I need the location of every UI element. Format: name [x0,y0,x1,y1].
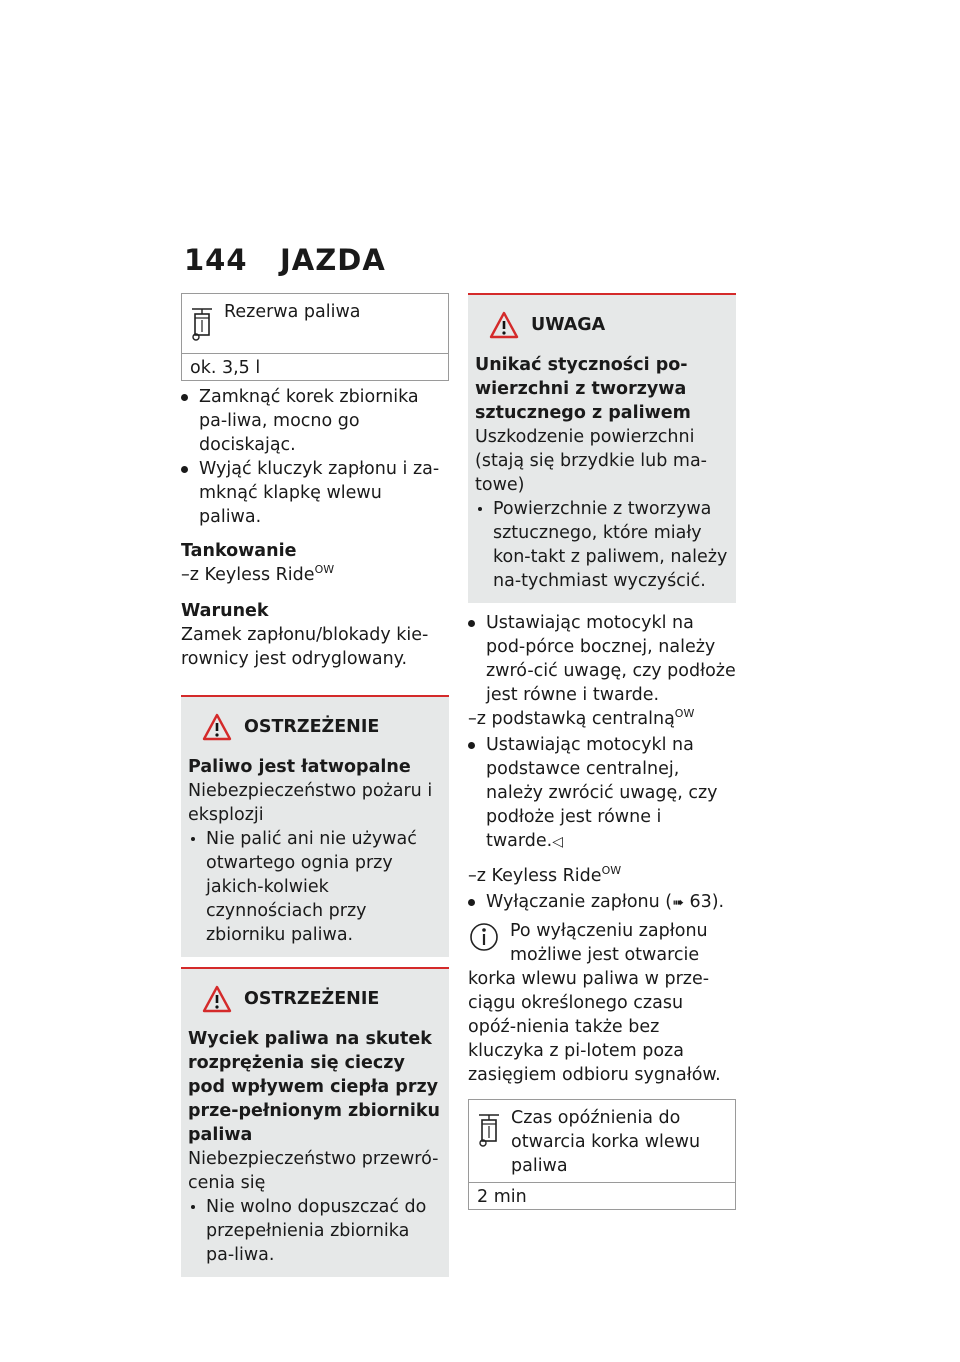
caution-text: Uszkodzenie powierzchni (stają się brzydkie lub ma-towe) [475,427,707,495]
fuel-gauge-icon [190,300,224,349]
warning-title: OSTRZEŻENIE [244,717,380,737]
list-item: Wyjąć kluczyk zapłonu i za-mknąć klapkę wlewu paliwa. [181,457,449,529]
warning-subtitle: Paliwo jest łatwopalne [188,757,411,777]
list-item: Ustawiając motocykl na pod-pórce bocznej, należy zwró-cić uwagę, czy podłoże jest równe i twarde. [468,611,736,707]
condition-heading: Warunek [181,601,269,621]
bullet-list [181,385,449,529]
warning-box-flammable [181,695,449,957]
center-stand-condition: –z podstawką centralną$^{OW}$ [468,707,695,729]
end-mark: ◁ [552,834,564,850]
page-number: 144 [184,243,248,277]
page-header [184,243,386,277]
keyless-condition: –z Keyless Ride$^{OW}$ [181,563,335,585]
spec-label: Czas opóźnienia do otwarcia korka wlewu paliwa [511,1108,701,1176]
list-item: Nie wolno dopuszczać do przepełnienia zbiornika pa-liwa. [188,1195,442,1267]
section-title: JAZDA [280,243,386,277]
reference-arrow-icon: ➠ [672,895,684,911]
delay-time-spec [468,1099,736,1210]
keyless-condition: –z Keyless Ride$^{OW}$ [468,864,622,886]
caution-title: UWAGA [531,315,606,335]
condition-text: Zamek zapłonu/blokady kie-rownicy jest odryglowany. [181,625,429,669]
list-item: Ustawiając motocykl na podstawce centralnej, należy zwrócić uwagę, czy podłoże jest równe i twarde.◁ [468,733,736,854]
warning-icon [202,713,232,741]
warning-text: Niebezpieczeństwo przewró-cenia się [188,1149,439,1193]
list-item: Powierzchnie z tworzywa sztucznego, które miały kon-takt z paliwem, należy na-tychmiast wyczyścić. [475,497,729,593]
warning-icon [489,311,519,339]
spec-label: Rezerwa paliwa [224,302,361,322]
spec-value: ok. 3,5 l [182,353,448,380]
caution-subtitle: Unikać styczności po-wierzchni z tworzywa sztucznego z paliwem [475,355,691,423]
spec-value: 2 min [469,1182,735,1209]
bullet-list [468,733,736,854]
caution-box [468,293,736,603]
refuel-heading: Tankowanie [181,541,297,561]
fuel-reserve-spec [181,293,449,381]
fuel-gauge-icon [477,1106,511,1158]
info-note [468,919,736,1087]
bullet-list [468,611,736,707]
info-icon [468,919,510,967]
right-column [468,293,736,1210]
warning-subtitle: Wyciek paliwa na skutek rozprężenia się cieczy pod wpływem ciepła przy prze-pełnionym zbiorniku paliwa [188,1029,440,1145]
warning-text: Niebezpieczeństwo pożaru i eksplozji [188,781,433,825]
bullet-list [468,890,736,915]
list-item: Zamknąć korek zbiornika pa-liwa, mocno go dociskając. [181,385,449,457]
left-column [181,293,449,1277]
list-item: Wyłączanie zapłonu (➠ 63). [468,890,736,915]
list-item: Nie palić ani nie używać otwartego ognia przy jakich-kolwiek czynnościach przy zbiorniku paliwa. [188,827,442,947]
info-text: Po wyłączeniu zapłonu możliwe jest otwarcie korka wlewu paliwa w prze-ciągu określonego czasu opóź-nienia także bez kluczyka z pi-lotem poza zasięgiem odbioru sygnałów. [468,921,721,1085]
warning-title: OSTRZEŻENIE [244,989,380,1009]
warning-icon [202,985,232,1013]
warning-box-overflow [181,967,449,1277]
